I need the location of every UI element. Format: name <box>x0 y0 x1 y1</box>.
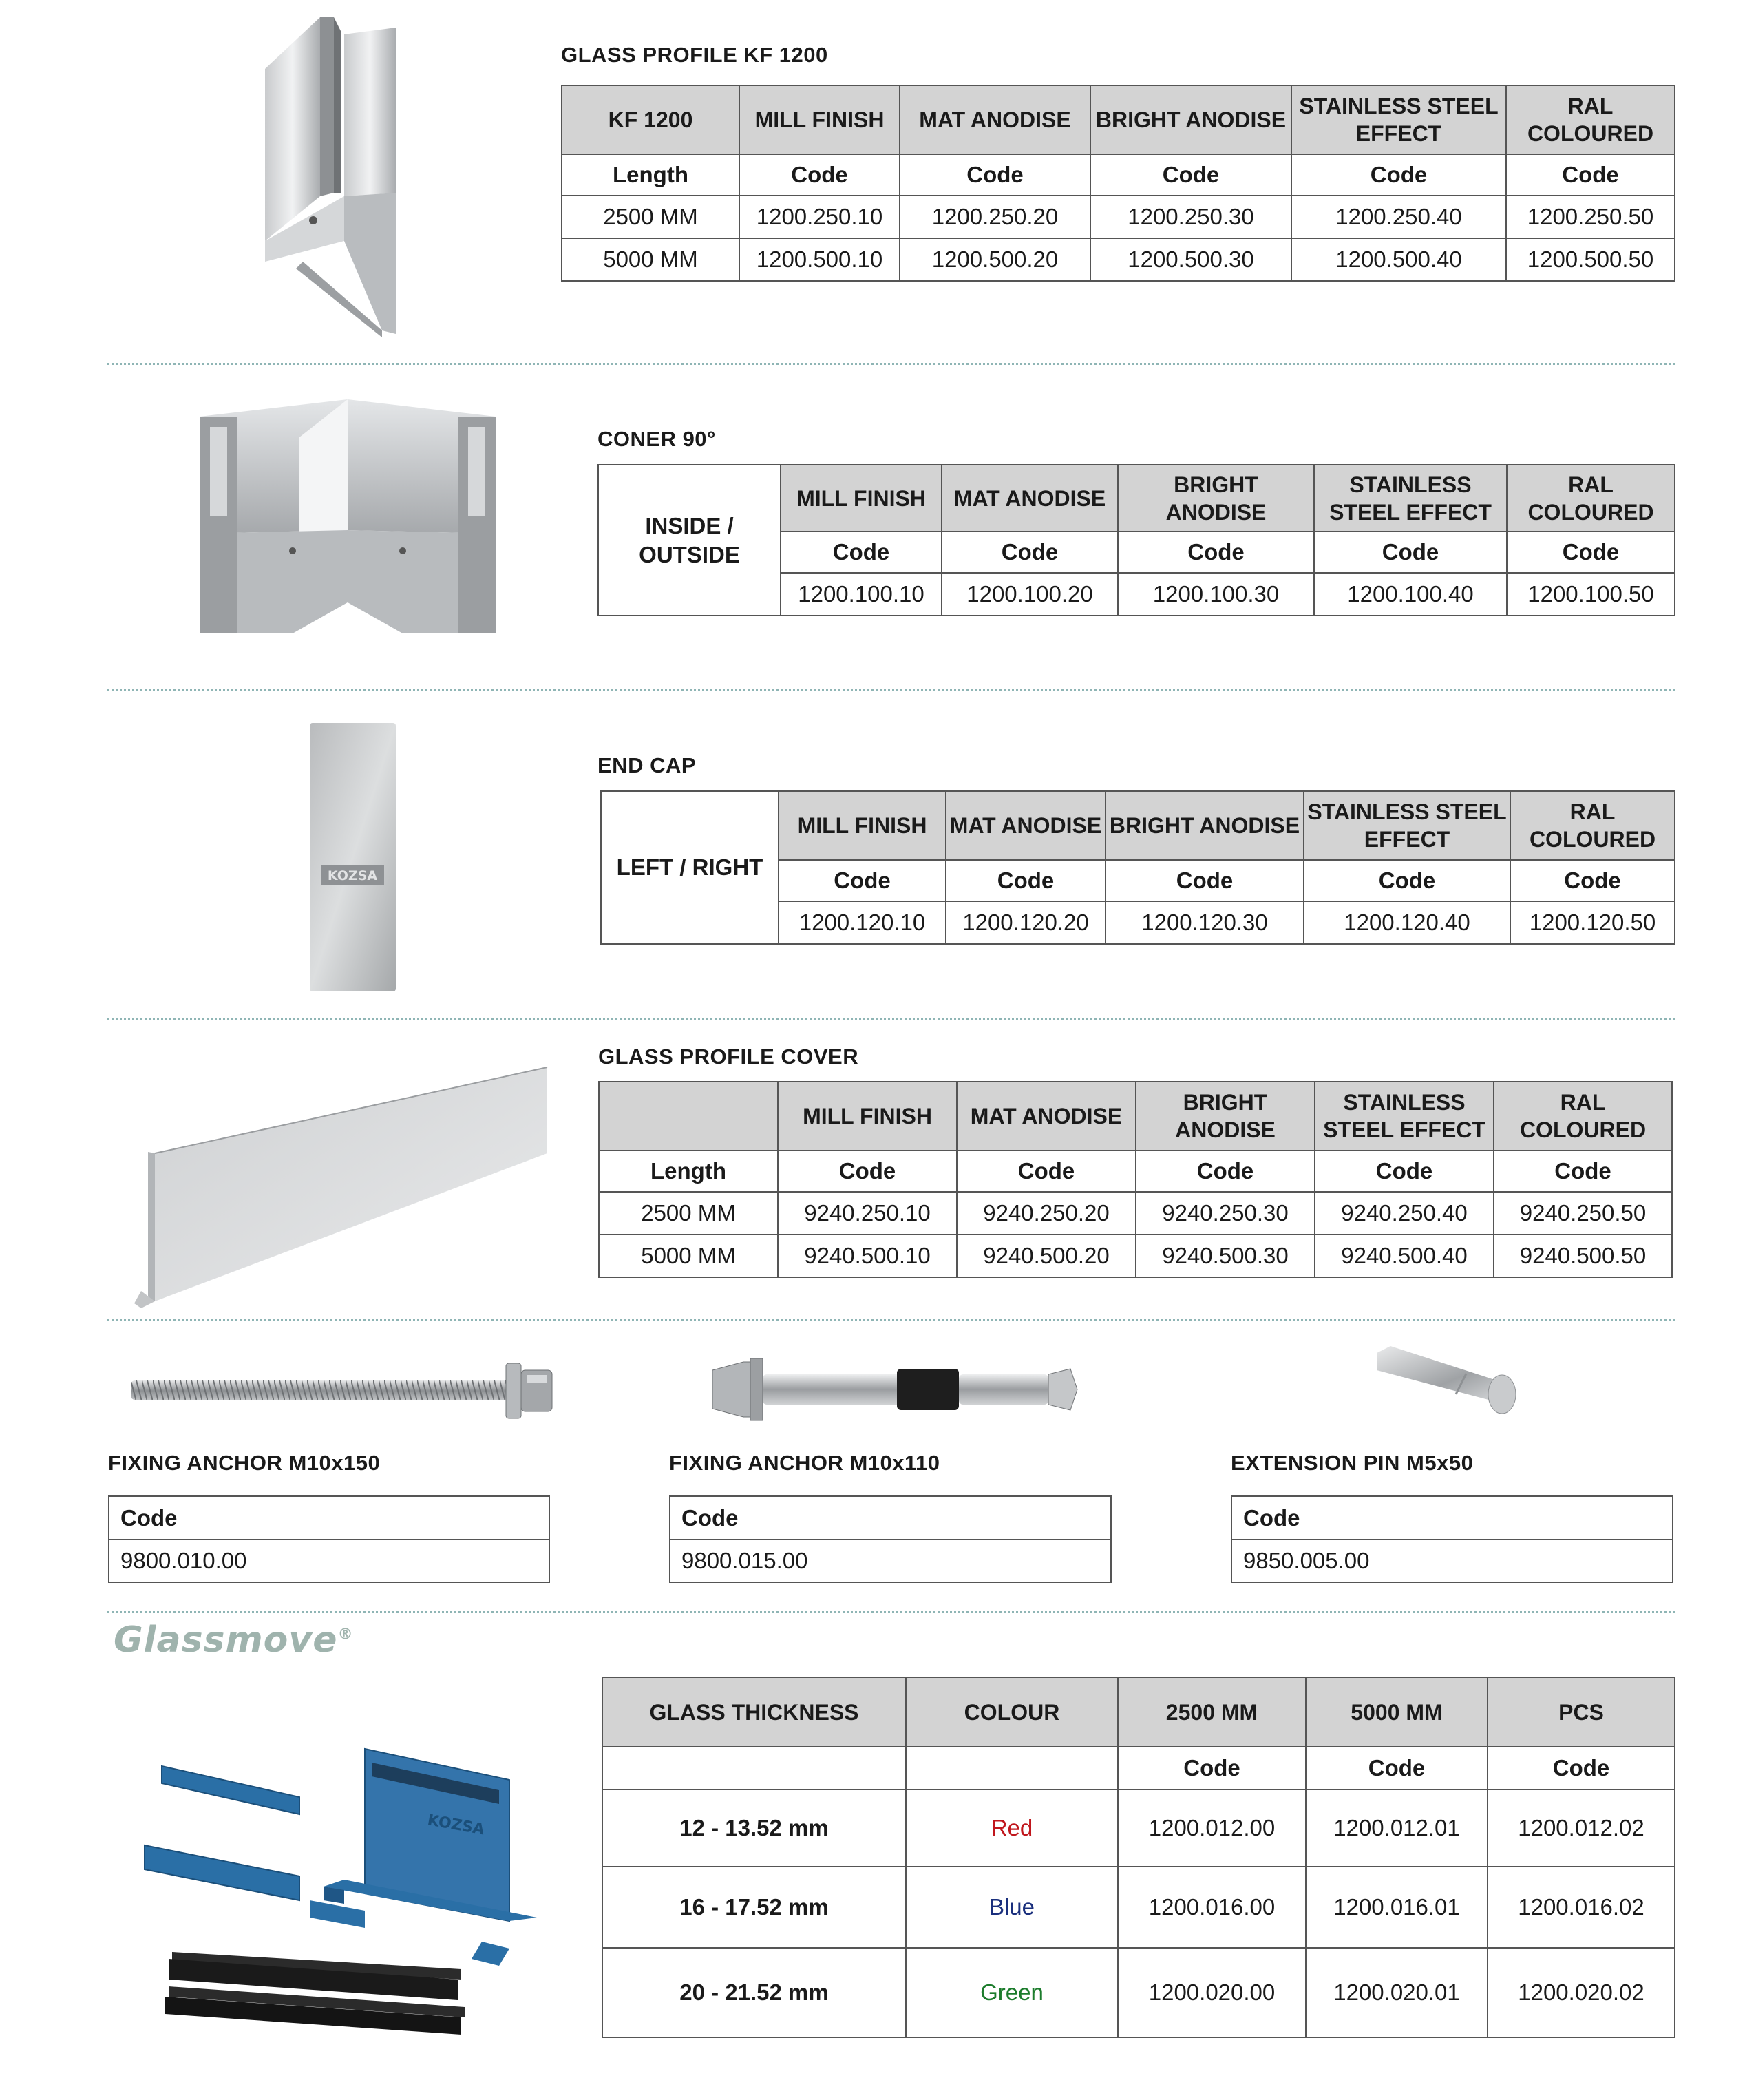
section-divider <box>107 1319 1675 1321</box>
endcap-image <box>308 722 398 994</box>
glassmove-header-2500: 2500 MM <box>1118 1677 1306 1747</box>
table-cell: 1200.250.30 <box>1090 196 1291 238</box>
cover-subheader: Length <box>599 1151 778 1192</box>
code-label: Code <box>109 1496 549 1540</box>
table-cell: 1200.016.01 <box>1306 1867 1488 1948</box>
accessory-title: FIXING ANCHOR M10x110 <box>669 1451 940 1475</box>
kf1200-header-mill-finish: MILL FINISH <box>739 85 900 154</box>
corner-header-ral: RAL COLOURED <box>1507 465 1675 532</box>
accessory-title: EXTENSION PIN M5x50 <box>1231 1451 1474 1475</box>
glassmove-table <box>602 1677 1675 2038</box>
endcap-header-mat-anodise: MAT ANODISE <box>946 791 1106 860</box>
glassmove-subheader <box>906 1747 1118 1789</box>
table-cell: 1200.120.20 <box>946 901 1106 944</box>
table-cell: 9240.250.50 <box>1494 1192 1672 1235</box>
endcap-row-label: LEFT / RIGHT <box>601 791 779 944</box>
colour-cell-blue: Blue <box>906 1867 1118 1948</box>
kf1200-subheader: Code <box>739 154 900 196</box>
kf1200-header-model: KF 1200 <box>562 85 739 154</box>
colour-cell-red: Red <box>906 1789 1118 1867</box>
table-cell: 9240.250.20 <box>957 1192 1136 1235</box>
table-cell: 1200.500.10 <box>739 238 900 281</box>
table-cell: 1200.012.02 <box>1488 1789 1675 1867</box>
code-label: Code <box>670 1496 1111 1540</box>
kf1200-header-bright-anodise: BRIGHT ANODISE <box>1090 85 1291 154</box>
kf1200-header-stainless: STAINLESS STEEL EFFECT <box>1291 85 1506 154</box>
glassmove-subheader: Code <box>1306 1747 1488 1789</box>
table-cell: 9240.250.40 <box>1315 1192 1494 1235</box>
glassmove-brand-logo: Glassmove® <box>114 1619 354 1661</box>
kf1200-subheader: Code <box>1291 154 1506 196</box>
table-cell: 5000 MM <box>599 1235 778 1277</box>
kf1200-header-mat-anodise: MAT ANODISE <box>900 85 1090 154</box>
section-divider <box>107 363 1675 365</box>
corner-subheader: Code <box>781 532 942 573</box>
table-cell: 9240.500.50 <box>1494 1235 1672 1277</box>
table-cell: 16 - 17.52 mm <box>602 1867 906 1948</box>
cover-profile-image <box>134 1064 547 1312</box>
kf1200-subheader: Code <box>900 154 1090 196</box>
cover-subheader: Code <box>1315 1151 1494 1192</box>
section-divider <box>107 1018 1675 1020</box>
kf1200-subheader: Length <box>562 154 739 196</box>
kf1200-subheader: Code <box>1506 154 1675 196</box>
corner-header-mat-anodise: MAT ANODISE <box>942 465 1118 532</box>
cover-subheader: Code <box>957 1151 1136 1192</box>
accessory-code-table <box>1231 1495 1673 1583</box>
endcap-subheader: Code <box>946 860 1106 901</box>
code-label: Code <box>1231 1496 1673 1540</box>
cover-header-bright-anodise: BRIGHT ANODISE <box>1136 1082 1315 1151</box>
table-cell: 1200.012.00 <box>1118 1789 1306 1867</box>
endcap-header-bright-anodise: BRIGHT ANODISE <box>1106 791 1304 860</box>
corner-subheader: Code <box>1314 532 1507 573</box>
glassmove-header-pcs: PCS <box>1488 1677 1675 1747</box>
code-value: 9850.005.00 <box>1231 1540 1673 1582</box>
table-cell: 2500 MM <box>599 1192 778 1235</box>
table-cell: 1200.500.40 <box>1291 238 1506 281</box>
kf1200-profile-image <box>262 14 413 337</box>
kf1200-table <box>561 85 1675 282</box>
glassmove-subheader: Code <box>1488 1747 1675 1789</box>
table-cell: 1200.100.40 <box>1314 573 1507 616</box>
table-cell: 1200.016.02 <box>1488 1867 1675 1948</box>
cover-header-mill-finish: MILL FINISH <box>778 1082 957 1151</box>
accessory-title: FIXING ANCHOR M10x150 <box>108 1451 381 1475</box>
kf1200-subheader: Code <box>1090 154 1291 196</box>
corner-title: CONER 90° <box>597 427 716 451</box>
extension-pin-image <box>1370 1343 1528 1418</box>
corner-header-bright-anodise: BRIGHT ANODISE <box>1118 465 1314 532</box>
table-cell: 1200.250.40 <box>1291 196 1506 238</box>
glassmove-header-5000: 5000 MM <box>1306 1677 1488 1747</box>
endcap-title: END CAP <box>597 753 697 777</box>
table-cell: 1200.120.10 <box>779 901 946 944</box>
corner-subheader: Code <box>1118 532 1314 573</box>
corner-header-stainless: STAINLESS STEEL EFFECT <box>1314 465 1507 532</box>
section-divider <box>107 1611 1675 1613</box>
accessory-code-table <box>669 1495 1112 1583</box>
table-cell: 1200.100.20 <box>942 573 1118 616</box>
table-cell: 1200.120.30 <box>1106 901 1304 944</box>
table-cell: 1200.100.50 <box>1507 573 1675 616</box>
corner-subheader: Code <box>1507 532 1675 573</box>
table-cell: 1200.020.01 <box>1306 1948 1488 2037</box>
table-cell: 20 - 21.52 mm <box>602 1948 906 2037</box>
cover-title: GLASS PROFILE COVER <box>598 1044 859 1069</box>
table-cell: 1200.500.50 <box>1506 238 1675 281</box>
endcap-subheader: Code <box>1510 860 1675 901</box>
table-cell: 1200.100.10 <box>781 573 942 616</box>
table-cell: 1200.100.30 <box>1118 573 1314 616</box>
table-cell: 1200.500.30 <box>1090 238 1291 281</box>
cover-table <box>598 1081 1673 1278</box>
kf1200-header-ral: RAL COLOURED <box>1506 85 1675 154</box>
table-cell: 2500 MM <box>562 196 739 238</box>
table-cell: 1200.120.40 <box>1304 901 1510 944</box>
cover-header-blank <box>599 1082 778 1151</box>
corner-header-mill-finish: MILL FINISH <box>781 465 942 532</box>
table-cell: 9240.500.10 <box>778 1235 957 1277</box>
table-cell: 1200.250.20 <box>900 196 1090 238</box>
table-cell: 1200.250.50 <box>1506 196 1675 238</box>
accessory-code-table <box>108 1495 550 1583</box>
endcap-header-mill-finish: MILL FINISH <box>779 791 946 860</box>
cover-header-stainless: STAINLESS STEEL EFFECT <box>1315 1082 1494 1151</box>
glassmove-subheader <box>602 1747 906 1789</box>
table-cell: 9240.500.40 <box>1315 1235 1494 1277</box>
endcap-subheader: Code <box>779 860 946 901</box>
endcap-table <box>600 790 1675 945</box>
endcap-logo-text: KOZSA <box>327 868 378 883</box>
table-cell: 1200.250.10 <box>739 196 900 238</box>
glassmove-subheader: Code <box>1118 1747 1306 1789</box>
fixing-anchor-m10x110-image <box>712 1355 1084 1424</box>
endcap-subheader: Code <box>1106 860 1304 901</box>
corner-table <box>597 464 1675 616</box>
table-cell: 9240.500.20 <box>957 1235 1136 1277</box>
table-cell: 1200.016.00 <box>1118 1867 1306 1948</box>
cover-subheader: Code <box>1494 1151 1672 1192</box>
cover-subheader: Code <box>778 1151 957 1192</box>
table-cell: 9240.250.10 <box>778 1192 957 1235</box>
table-cell: 9240.250.30 <box>1136 1192 1315 1235</box>
cover-header-mat-anodise: MAT ANODISE <box>957 1082 1136 1151</box>
corner-profile-image <box>196 396 499 637</box>
corner-subheader: Code <box>942 532 1118 573</box>
table-cell: 9240.500.30 <box>1136 1235 1315 1277</box>
fixing-anchor-m10x150-image <box>131 1360 571 1422</box>
table-cell: 1200.120.50 <box>1510 901 1675 944</box>
table-cell: 5000 MM <box>562 238 739 281</box>
glassmove-kit-image <box>138 1742 578 2100</box>
svg-text:KOZSA: KOZSA <box>425 1812 486 1839</box>
glassmove-header-thickness: GLASS THICKNESS <box>602 1677 906 1747</box>
corner-row-label: INSIDE / OUTSIDE <box>598 465 781 616</box>
endcap-header-ral: RAL COLOURED <box>1510 791 1675 860</box>
cover-subheader: Code <box>1136 1151 1315 1192</box>
endcap-header-stainless: STAINLESS STEEL EFFECT <box>1304 791 1510 860</box>
colour-cell-green: Green <box>906 1948 1118 2037</box>
table-cell: 12 - 13.52 mm <box>602 1789 906 1867</box>
glassmove-header-colour: COLOUR <box>906 1677 1118 1747</box>
section-divider <box>107 689 1675 691</box>
table-cell: 1200.020.02 <box>1488 1948 1675 2037</box>
table-cell: 1200.500.20 <box>900 238 1090 281</box>
endcap-subheader: Code <box>1304 860 1510 901</box>
kf1200-title: GLASS PROFILE KF 1200 <box>561 43 828 67</box>
table-cell: 1200.012.01 <box>1306 1789 1488 1867</box>
table-cell: 1200.020.00 <box>1118 1948 1306 2037</box>
code-value: 9800.015.00 <box>670 1540 1111 1582</box>
cover-header-ral: RAL COLOURED <box>1494 1082 1672 1151</box>
code-value: 9800.010.00 <box>109 1540 549 1582</box>
